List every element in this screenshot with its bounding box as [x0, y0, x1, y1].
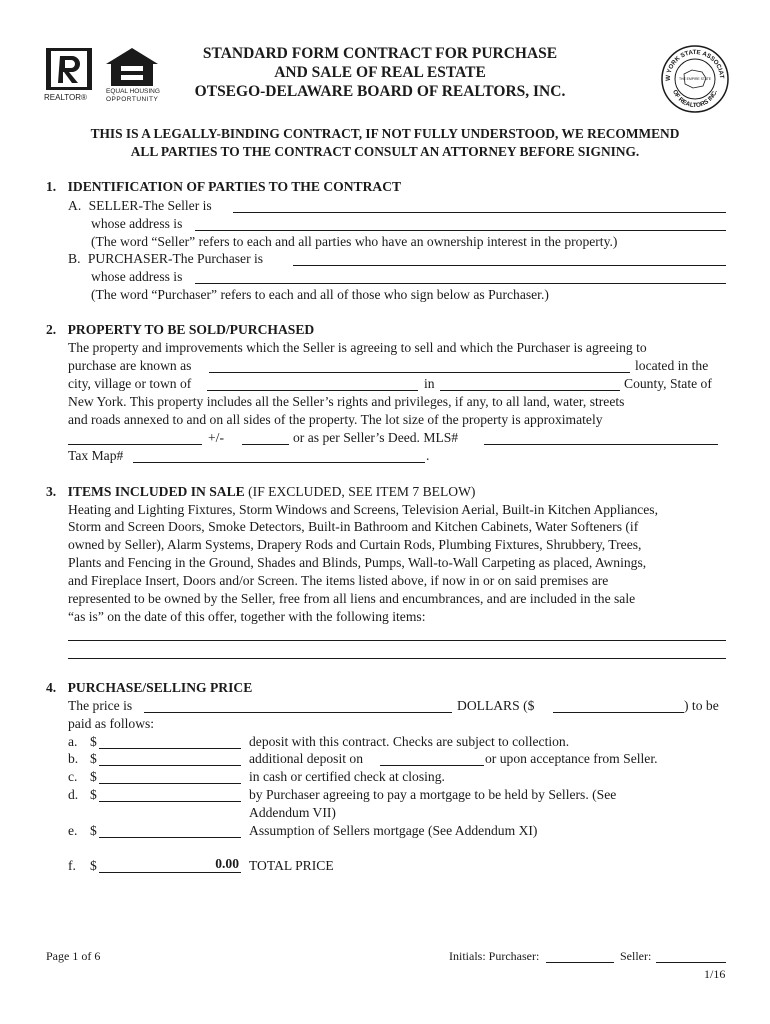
items-line-1: Heating and Lighting Fixtures, Storm Windows and Screens, Television Aerial, Built-in Kitchen Appliances, — [68, 502, 658, 517]
purchaser-row — [68, 250, 263, 268]
lot-size-tolerance-field[interactable] — [242, 444, 289, 445]
mls-field[interactable] — [484, 444, 718, 445]
additional-items-field-2[interactable] — [68, 658, 726, 659]
eho-text-2: OPPORTUNITY — [106, 96, 159, 103]
city-label: city, village or town of — [68, 376, 192, 391]
section-2-number: 2. — [46, 322, 57, 337]
items-line-7: “as is” on the date of this offer, together with the following items: — [68, 609, 426, 624]
seller-address-field[interactable] — [195, 230, 726, 231]
deed-mls-label: or as per Seller’s Deed. MLS# — [293, 430, 459, 445]
items-line-4: Plants and Fencing in the Ground, Shades and Blinds, Pumps, Wall-to-Wall Carpeting as placed, Awnings, — [68, 555, 647, 570]
payment-a-label: a. — [68, 734, 78, 749]
payment-e-dollar: $ — [90, 823, 97, 838]
realtor-logo — [44, 46, 96, 104]
title-line-2: AND SALE OF REAL ESTATE — [274, 64, 486, 81]
section-3-number: 3. — [46, 484, 57, 499]
item-b-label: B. — [68, 251, 81, 266]
section-2-title: PROPERTY TO BE SOLD/PURCHASED — [67, 322, 315, 337]
to-be-label: ) to be — [684, 698, 719, 713]
property-known-as-label: purchase are known as — [68, 358, 192, 373]
document-title — [170, 44, 590, 101]
section-4-heading — [46, 679, 252, 697]
payment-d-text: by Purchaser agreeing to pay a mortgage to be held by Sellers. (See — [249, 787, 617, 802]
payment-f-label: f. — [68, 858, 76, 873]
warning-line-2: ALL PARTIES TO THE CONTRACT CONSULT AN ATTORNEY BEFORE SIGNING. — [130, 144, 640, 159]
additional-deposit-date-field[interactable] — [380, 765, 484, 766]
dollars-label: DOLLARS ($ — [457, 698, 535, 713]
seller-row — [68, 197, 212, 215]
warning-line-1: THIS IS A LEGALLY-BINDING CONTRACT, IF NOT FULLY UNDERSTOOD, WE RECOMMEND — [90, 126, 680, 141]
section-3-title: ITEMS INCLUDED IN SALE — [67, 484, 245, 499]
seller-note: (The word “Seller” refers to each and all parties who have an ownership interest in the property.) — [91, 234, 618, 249]
county-label: County, State of — [624, 376, 712, 391]
additional-items-field-1[interactable] — [68, 640, 726, 641]
price-label: The price is — [68, 698, 133, 713]
seller-name-field[interactable] — [233, 212, 726, 213]
page-number: Page 1 of 6 — [46, 949, 101, 963]
eho-text-1: EQUAL HOUSING — [106, 88, 160, 95]
payment-c-label: c. — [68, 769, 78, 784]
purchaser-address-label: whose address is — [91, 269, 183, 284]
realtor-logo-text: REALTOR® — [44, 93, 87, 102]
tax-map-label: Tax Map# — [68, 448, 124, 463]
tax-map-field[interactable] — [133, 462, 425, 463]
seal-text-top: W YORK STATE ASSOCIAT — [664, 48, 726, 82]
svg-text:NEW YORK STATE ASSOCIATION — [660, 44, 725, 81]
plus-minus-label: +/- — [208, 430, 224, 445]
title-line-3: OTSEGO-DELAWARE BOARD OF REALTORS, INC. — [194, 83, 566, 100]
payment-d-field[interactable] — [99, 801, 241, 802]
property-line-1: The property and improvements which the Seller is agreeing to sell and which the Purchaser is agreeing to — [68, 340, 647, 355]
seller-label: SELLER-The Seller is — [88, 198, 212, 213]
section-4-title: PURCHASE/SELLING PRICE — [67, 680, 253, 695]
lot-size-field[interactable] — [68, 444, 202, 445]
items-line-5: and Fireplace Insert, Doors and/or Screen. The items listed above, if now in or on said premises are — [68, 573, 609, 588]
city-field[interactable] — [207, 390, 418, 391]
form-version: 1/16 — [704, 967, 726, 981]
payment-a-dollar: $ — [90, 734, 97, 749]
payment-a-field[interactable] — [99, 748, 241, 749]
section-3-heading — [46, 483, 475, 501]
payment-b-label: b. — [68, 751, 79, 766]
items-line-6: represented to be owned by the Seller, free from all liens and encumbrances, and are included in the sale — [68, 591, 636, 606]
seal-icon — [660, 44, 730, 114]
initials-seller-label: Seller: — [620, 949, 652, 963]
payment-d-label: d. — [68, 787, 79, 802]
property-known-as-field[interactable] — [209, 372, 630, 373]
total-price-value: 0.00 — [215, 856, 239, 871]
located-in-label: located in the — [635, 358, 709, 373]
seal-text-bottom: OF REALTORS INC. — [671, 88, 719, 110]
county-field[interactable] — [440, 390, 620, 391]
initials-purchaser-field[interactable] — [546, 962, 614, 963]
in-label: in — [424, 376, 435, 391]
section-1-number: 1. — [46, 179, 57, 194]
property-line-4: New York. This property includes all the Seller’s rights and privileges, if any, to all land, water, streets — [68, 394, 625, 409]
purchaser-address-field[interactable] — [195, 283, 726, 284]
purchaser-label: PURCHASER-The Purchaser is — [87, 251, 264, 266]
tax-map-period: . — [426, 448, 430, 463]
realtor-r-icon — [44, 46, 96, 92]
payment-f-dollar: $ — [90, 858, 97, 873]
payment-b-field[interactable] — [99, 765, 241, 766]
paid-as-follows: paid as follows: — [68, 716, 155, 731]
equal-housing-logo — [104, 46, 160, 104]
payment-b-text: additional deposit on — [249, 751, 364, 766]
payment-d-dollar: $ — [90, 787, 97, 802]
total-price-label: TOTAL PRICE — [249, 858, 334, 873]
payment-b-text-2: or upon acceptance from Seller. — [485, 751, 658, 766]
payment-c-text: in cash or certified check at closing. — [249, 769, 445, 784]
section-4-number: 4. — [46, 680, 57, 695]
payment-c-field[interactable] — [99, 783, 241, 784]
legal-warning — [30, 125, 740, 161]
nys-realtors-seal — [660, 44, 730, 114]
equal-housing-icon — [104, 46, 160, 88]
section-1-title: IDENTIFICATION OF PARTIES TO THE CONTRACT — [67, 179, 402, 194]
price-words-field[interactable] — [144, 712, 452, 713]
section-3-title-note: (IF EXCLUDED, SEE ITEM 7 BELOW) — [248, 484, 476, 499]
payment-e-label: e. — [68, 823, 78, 838]
payment-e-field[interactable] — [99, 837, 241, 838]
title-line-1: STANDARD FORM CONTRACT FOR PURCHASE — [202, 45, 558, 62]
payment-c-dollar: $ — [90, 769, 97, 784]
purchaser-name-field[interactable] — [293, 265, 726, 266]
price-number-field[interactable] — [553, 712, 684, 713]
payment-b-dollar: $ — [90, 751, 97, 766]
payment-e-text: Assumption of Sellers mortgage (See Addendum XI) — [249, 823, 538, 838]
item-a-label: A. — [68, 198, 82, 213]
seller-address-label: whose address is — [91, 216, 183, 231]
initials-purchaser-label: Initials: Purchaser: — [449, 949, 540, 963]
items-line-2: Storm and Screen Doors, Smoke Detectors, Built-in Bathroom and Kitchen Cabinets, Water Softeners (if — [68, 519, 639, 534]
payment-d-text-2: Addendum VII) — [249, 805, 336, 820]
payment-a-text: deposit with this contract. Checks are subject to collection. — [249, 734, 570, 749]
initials-seller-field[interactable] — [656, 962, 726, 963]
section-2-heading — [46, 321, 314, 339]
seal-center-text: THE EMPIRE STATE — [678, 77, 712, 81]
property-line-5: and roads annexed to and on all sides of the property. The lot size of the property is approximately — [68, 412, 603, 427]
items-line-3: owned by Seller), Alarm Systems, Drapery Rods and Curtain Rods, Plumbing Fixtures, Shrubbery, Trees, — [68, 537, 642, 552]
purchaser-note: (The word “Purchaser” refers to each and all of those who sign below as Purchaser.) — [91, 287, 549, 302]
section-1-heading — [46, 178, 401, 196]
